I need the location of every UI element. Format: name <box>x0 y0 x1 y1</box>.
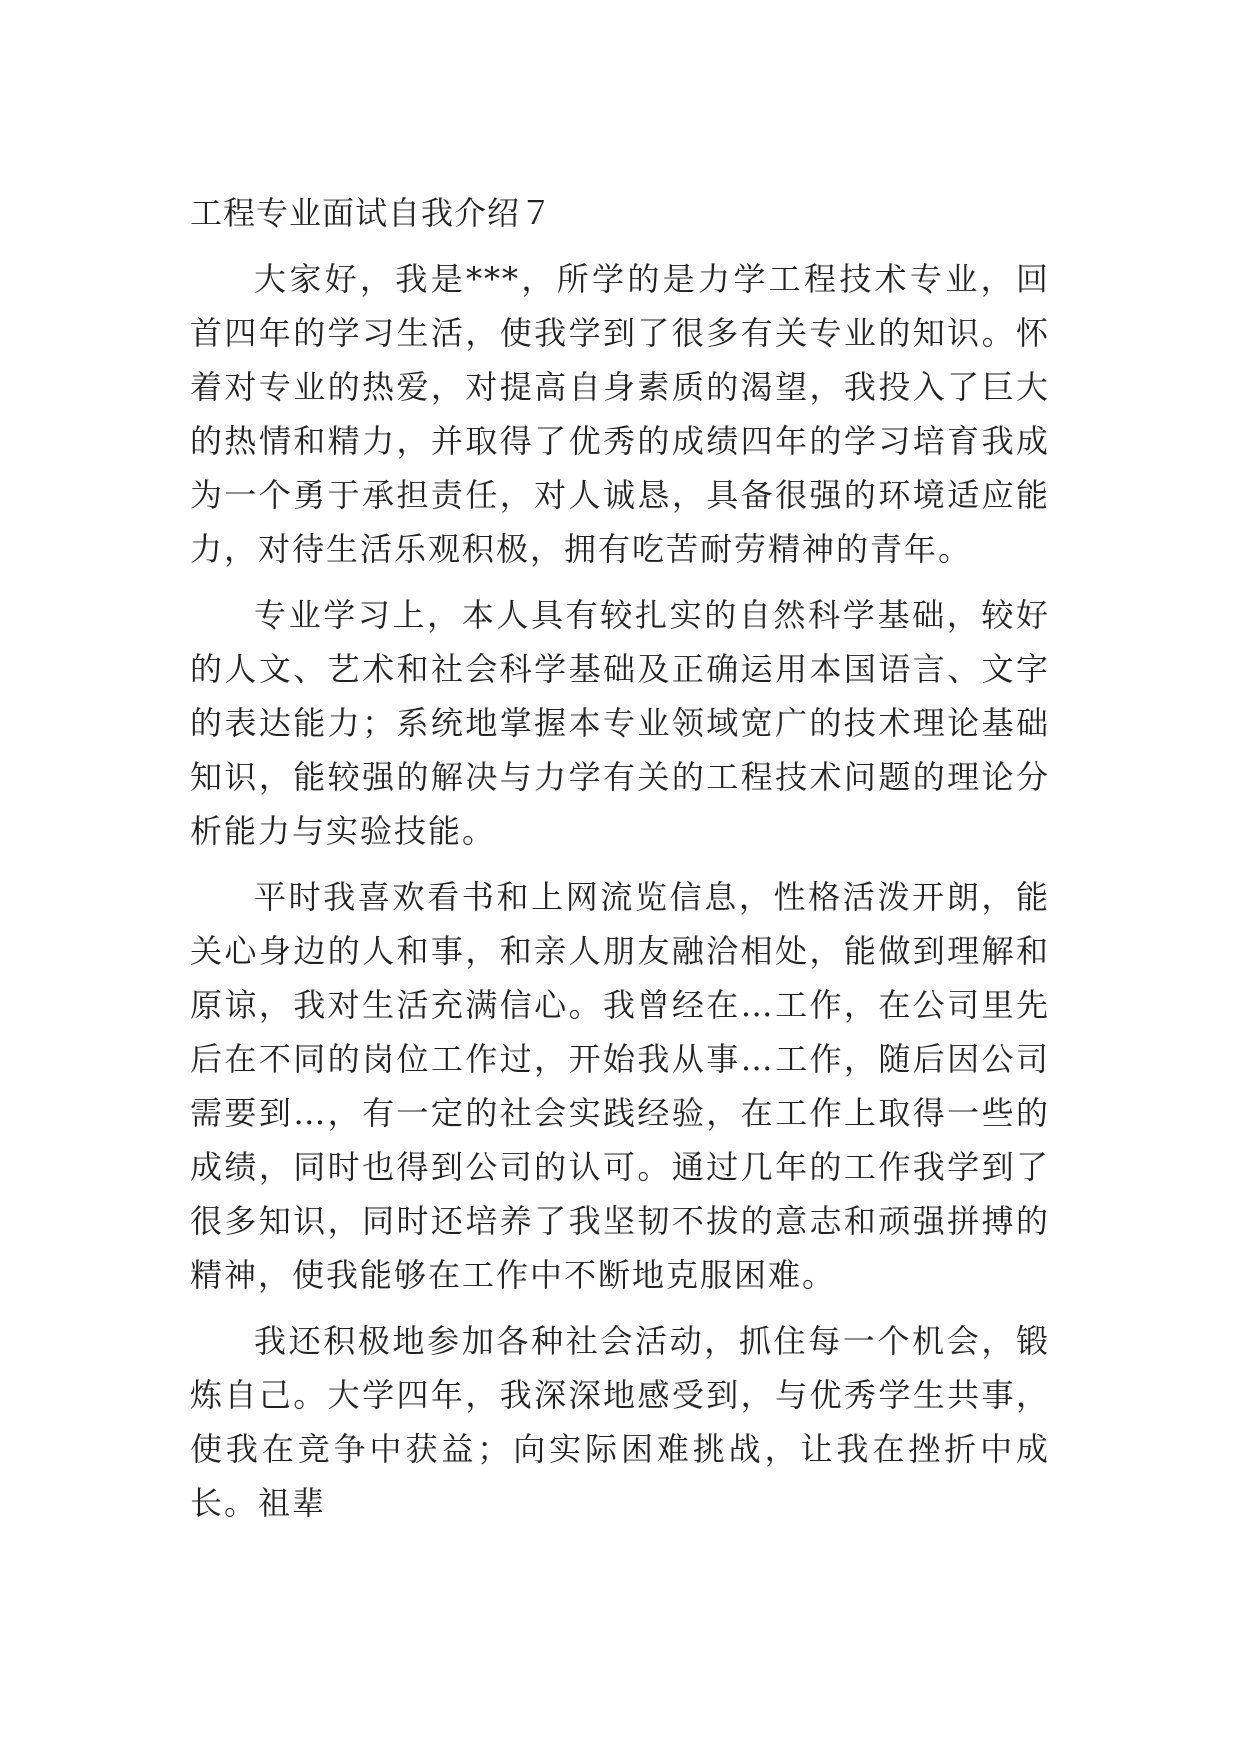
paragraph-work-experience: 平时我喜欢看书和上网流览信息，性格活泼开朗，能关心身边的人和事，和亲人朋友融洽相处，能做到理解和原谅，我对生活充满信心。我曾经在…工作，在公司里先后在不同的岗位工作过，开始我从事…工作，随后因公司需要到…，有一定的社会实践经验，在工作上取得一些的成绩，同时也得到公司的认可。通过几年的工作我学到了很多知识，同时还培养了我坚韧不拔的意志和顽强拼搏的精神，使我能够在工作中不断地克服困难。 <box>190 878 1050 1294</box>
paragraph-intro: 大家好，我是***，所学的是力学工程技术专业，回首四年的学习生活，使我学到了很多有关专业的知识。怀着对专业的热爱，对提高自身素质的渴望，我投入了巨大的热情和精力，并取得了优秀的成绩四年的学习培育我成为一个勇于承担责任，对人诚恳，具备很强的环境适应能力，对待生活乐观积极，拥有吃苦耐劳精神的青年。 <box>190 260 1050 568</box>
document-body <box>190 186 1050 1530</box>
paragraph-activities: 我还积极地参加各种社会活动，抓住每一个机会，锻炼自己。大学四年，我深深地感受到，与优秀学生共事，使我在竞争中获益；向实际困难挑战，让我在挫折中成长。祖辈 <box>190 1322 1050 1522</box>
document-title: 工程专业面试自我介绍７ <box>190 194 554 232</box>
paragraph-studies: 专业学习上，本人具有较扎实的自然科学基础，较好的人文、艺术和社会科学基础及正确运用本国语言、文字的表达能力；系统地掌握本专业领域宽广的技术理论基础知识，能较强的解决与力学有关的工程技术问题的理论分析能力与实验技能。 <box>190 596 1050 850</box>
